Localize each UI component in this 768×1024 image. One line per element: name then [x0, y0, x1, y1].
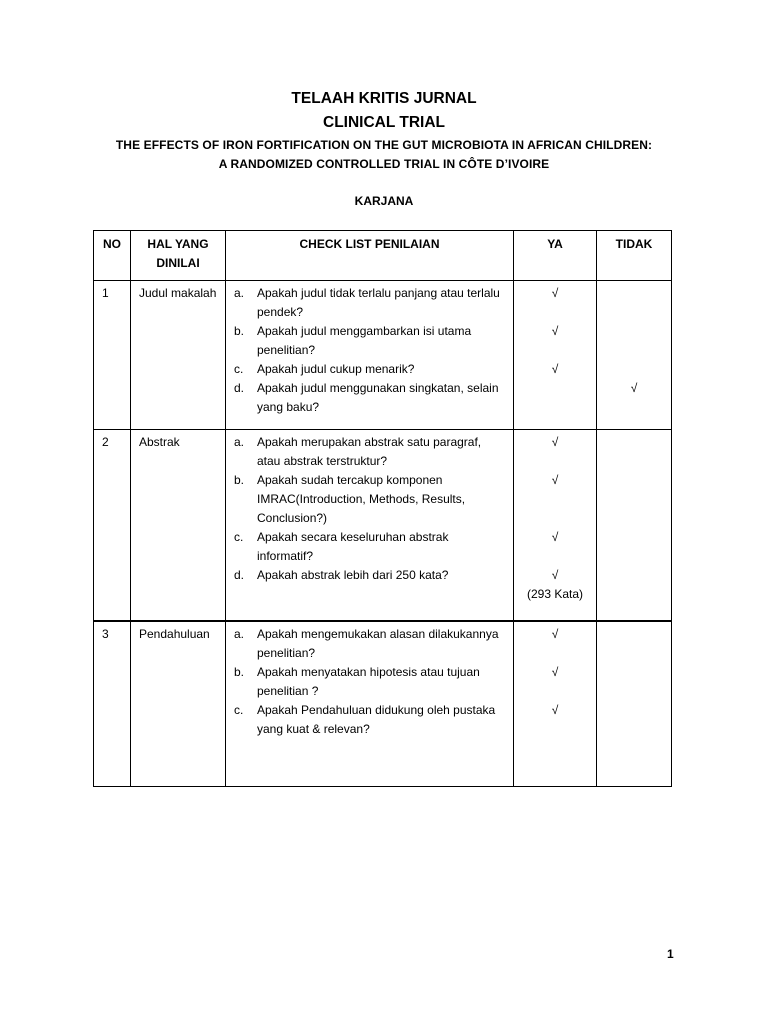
check-mark: √	[630, 381, 638, 395]
list-item: b. Apakah judul menggambarkan isi utama penelitian?	[234, 324, 472, 357]
article-title-line-1: THE EFFECTS OF IRON FORTIFICATION ON THE GUT MICROBIOTA IN AFRICAN CHILDREN:	[115, 138, 653, 152]
check-mark: √	[551, 473, 559, 487]
table-row	[94, 430, 672, 622]
header-tidak: TIDAK	[597, 231, 672, 281]
header-hal-yang-dinilai: HAL YANG DINILAI	[131, 231, 226, 281]
list-item: a. Apakah mengemukakan alasan dilakukannya penelitian?	[234, 627, 499, 660]
checklist-table	[93, 230, 672, 787]
row-number: 2	[94, 430, 131, 622]
row-topic: Judul makalah	[131, 281, 226, 430]
row-checklist	[226, 430, 514, 622]
row-tidak-marks	[597, 281, 672, 430]
article-title-line-2: A RANDOMIZED CONTROLLED TRIAL IN CÔTE D’IVOIRE	[218, 157, 550, 171]
list-item: a. Apakah judul tidak terlalu panjang atau terlalu pendek?	[234, 286, 500, 319]
row-topic: Abstrak	[131, 430, 226, 622]
document-title: TELAAH KRITIS JURNAL	[291, 90, 477, 107]
row-ya-marks	[514, 430, 597, 622]
row-ya-marks	[514, 281, 597, 430]
check-mark: √	[551, 627, 559, 641]
check-mark: √	[551, 568, 559, 582]
row-tidak-marks	[597, 621, 672, 787]
list-item: d. Apakah judul menggunakan singkatan, selain yang baku?	[234, 381, 499, 414]
list-item: d. Apakah abstrak lebih dari 250 kata?	[234, 568, 449, 582]
check-mark: √	[551, 435, 559, 449]
list-item: b. Apakah sudah tercakup komponen IMRAC(Introduction, Methods, Results, Conclusion?)	[234, 473, 466, 525]
row-checklist	[226, 621, 514, 787]
document-subtitle-type: CLINICAL TRIAL	[323, 114, 445, 131]
row-ya-marks	[514, 621, 597, 787]
list-item: c. Apakah Pendahuluan didukung oleh pustaka yang kuat & relevan?	[234, 703, 496, 736]
check-mark: √	[551, 530, 559, 544]
table-header-row	[94, 231, 672, 281]
check-mark: √	[551, 703, 559, 717]
author-name: KARJANA	[354, 194, 414, 208]
check-mark: √	[551, 286, 559, 300]
table-row	[94, 621, 672, 787]
word-count-note: (293 Kata)	[526, 587, 584, 601]
check-mark: √	[551, 665, 559, 679]
list-item: c. Apakah judul cukup menarik?	[234, 362, 415, 376]
list-item: b. Apakah menyatakan hipotesis atau tujuan penelitian ?	[234, 665, 480, 698]
row-number: 3	[94, 621, 131, 787]
list-item: c. Apakah secara keseluruhan abstrak informatif?	[234, 530, 449, 563]
header-ya: YA	[514, 231, 597, 281]
page-number: 1	[667, 947, 674, 961]
row-checklist	[226, 281, 514, 430]
row-number: 1	[94, 281, 131, 430]
header-check-list: CHECK LIST PENILAIAN	[226, 231, 514, 281]
check-mark: √	[551, 324, 559, 338]
table-row	[94, 281, 672, 430]
check-mark: √	[551, 362, 559, 376]
list-item: a. Apakah merupakan abstrak satu paragraf, atau abstrak terstruktur?	[234, 435, 482, 468]
header-no: NO	[94, 231, 131, 281]
row-tidak-marks	[597, 430, 672, 622]
row-topic: Pendahuluan	[131, 621, 226, 787]
